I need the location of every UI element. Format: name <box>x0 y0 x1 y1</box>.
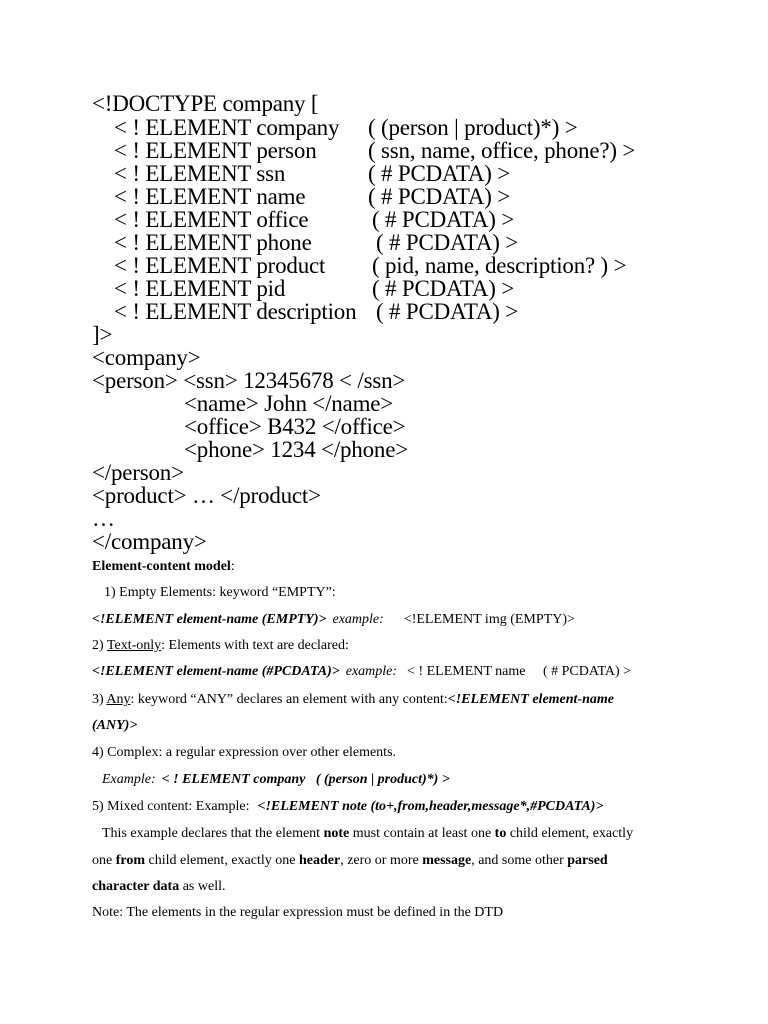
xml-phone: <phone> 1234 </phone> <box>184 437 408 462</box>
xml-person-ssn: <person> <ssn> 12345678 < /ssn> <box>92 368 406 393</box>
syntax-text: (ANY)> <box>92 718 138 733</box>
dtd-decl-content: ( # PCDATA) > <box>368 161 511 186</box>
item-term: Text-only <box>106 638 162 653</box>
text-run: , zero or more <box>340 853 423 868</box>
xml-ellipsis: … <box>92 506 115 531</box>
example-text: <!ELEMENT img (EMPTY)> <box>403 612 575 627</box>
note-line-pcdata-syntax <box>92 659 631 685</box>
syntax-text: <!ELEMENT element-name <box>447 692 614 707</box>
dtd-decl-name: < ! ELEMENT ssn <box>114 161 286 186</box>
dtd-decl-name: < ! ELEMENT company <box>114 115 340 140</box>
item-prefix: 3) <box>92 692 107 707</box>
text-run: , and some other <box>471 853 568 868</box>
text-run: This example declares that the element <box>102 826 324 841</box>
xml-name: <name> John </name> <box>184 391 394 416</box>
item-prefix: 2) <box>92 638 107 653</box>
dtd-decl-name: < ! ELEMENT description <box>114 299 357 324</box>
dtd-decl-content: ( # PCDATA) > <box>376 230 519 255</box>
doctype-open: <!DOCTYPE company [ <box>92 91 319 116</box>
doctype-close: ]> <box>92 322 113 347</box>
dtd-decl-content: ( (person | product)*) > <box>368 115 578 140</box>
xml-person-close: </person> <box>92 460 184 485</box>
dtd-decl-name: < ! ELEMENT name <box>114 184 306 209</box>
example-label: example: <box>332 612 384 627</box>
dtd-decl-name: < ! ELEMENT office <box>114 207 309 232</box>
dtd-decl-content: ( # PCDATA) > <box>372 207 515 232</box>
dtd-decl-name: < ! ELEMENT person <box>114 138 317 163</box>
dtd-decl-content: ( # PCDATA) > <box>372 276 515 301</box>
dtd-decl-content: ( pid, name, description? ) > <box>372 253 627 278</box>
item-rest: : keyword “ANY” declares an element with any content: <box>130 692 448 707</box>
note-line-mixed <box>92 794 603 820</box>
bold-term: character data <box>92 879 180 894</box>
xml-product: <product> … </product> <box>92 483 321 508</box>
text-run: as well. <box>179 879 226 894</box>
heading-text: Element-content model <box>92 559 231 574</box>
text-run: must contain at least one <box>349 826 495 841</box>
item-rest: : Elements with text are declared: <box>161 638 349 653</box>
bold-term: note <box>323 826 350 841</box>
xml-company-open: <company> <box>92 345 201 370</box>
note-line-complex: 4) Complex: a regular expression over other elements. <box>92 745 397 760</box>
note-line-complex-example <box>102 767 450 793</box>
note-line-empty: 1) Empty Elements: keyword “EMPTY”: <box>104 585 336 600</box>
dtd-decl-name: < ! ELEMENT phone <box>114 230 312 255</box>
paragraph-line-2 <box>92 848 608 874</box>
heading-colon: : <box>230 559 235 574</box>
bold-term: to <box>494 826 507 841</box>
text-run: child element, exactly one <box>145 853 299 868</box>
syntax-text: <!ELEMENT element-name (EMPTY)> <box>92 612 327 627</box>
final-note: Note: The elements in the regular expression must be defined in the DTD <box>92 905 504 920</box>
note-line-empty-syntax <box>92 607 575 633</box>
bold-term: from <box>115 853 146 868</box>
note-line-text-only <box>92 633 349 659</box>
syntax-text: < ! ELEMENT company ( (person | product)*) > <box>161 772 450 787</box>
text-run: child element, exactly <box>506 826 634 841</box>
item-text: 5) Mixed content: Example: <box>92 799 250 814</box>
example-text: < ! ELEMENT name ( # PCDATA) > <box>407 664 632 679</box>
dtd-decl-content: ( ssn, name, office, phone?) > <box>368 138 636 163</box>
paragraph-line-3 <box>92 874 225 900</box>
bold-term: parsed <box>567 853 608 868</box>
syntax-text: <!ELEMENT element-name (#PCDATA)> <box>92 664 340 679</box>
example-label: Example: <box>102 772 156 787</box>
paragraph-line-1 <box>102 821 633 847</box>
bold-term: header <box>298 853 341 868</box>
dtd-decl-name: < ! ELEMENT product <box>114 253 326 278</box>
xml-office: <office> B432 </office> <box>184 414 406 439</box>
bold-term: message <box>422 853 472 868</box>
text-run: one <box>92 853 116 868</box>
example-label: example: <box>345 664 398 679</box>
xml-company-close: </company> <box>92 529 207 554</box>
dtd-decl-content: ( # PCDATA) > <box>376 299 519 324</box>
dtd-decl-content: ( # PCDATA) > <box>368 184 511 209</box>
note-line-any <box>92 687 614 713</box>
section-heading <box>92 554 235 580</box>
dtd-decl-name: < ! ELEMENT pid <box>114 276 286 301</box>
note-line-any-cont <box>92 713 137 739</box>
item-term: Any <box>106 692 131 707</box>
syntax-text: <!ELEMENT note (to+,from,header,message*,#PCDATA)> <box>257 799 604 814</box>
